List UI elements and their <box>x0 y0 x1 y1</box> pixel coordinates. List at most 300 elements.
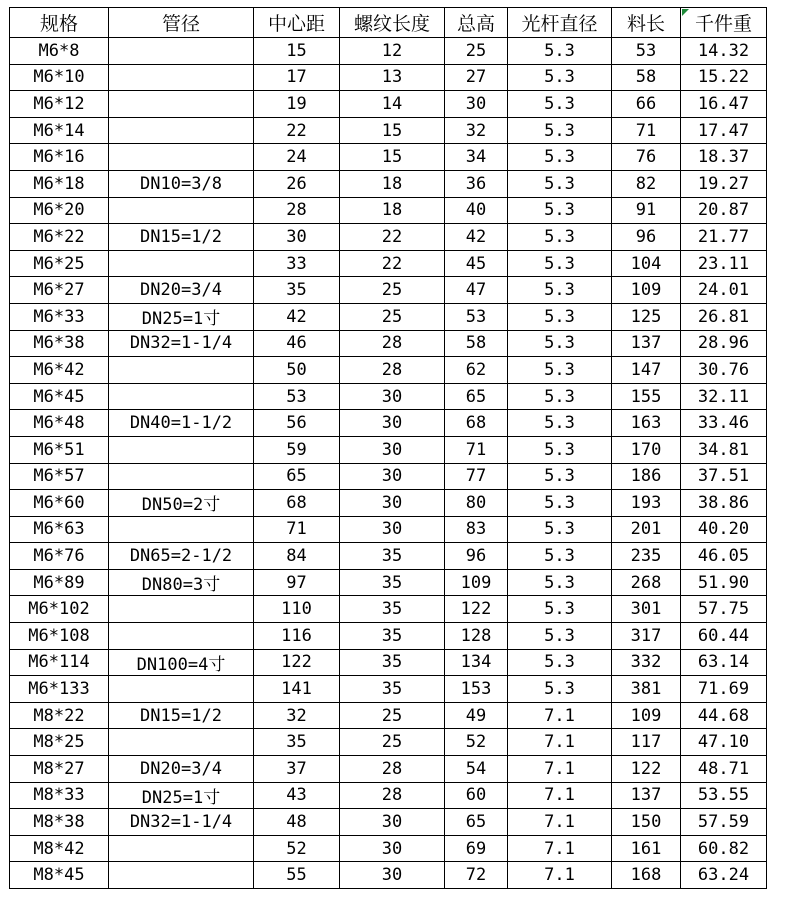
cell-height: 72 <box>445 862 508 889</box>
cell-shank: 5.3 <box>508 91 612 118</box>
cell-height: 83 <box>445 516 508 543</box>
cell-spec: M8*45 <box>10 862 109 889</box>
cell-pipe <box>109 596 254 623</box>
cell-height: 153 <box>445 676 508 703</box>
cell-height: 32 <box>445 117 508 144</box>
table-row <box>10 357 767 384</box>
cell-height: 122 <box>445 596 508 623</box>
cell-thread: 30 <box>340 410 445 437</box>
cell-shank: 5.3 <box>508 357 612 384</box>
cell-pipe <box>109 144 254 171</box>
cell-center: 26 <box>254 170 340 197</box>
cell-weight: 57.75 <box>681 596 767 623</box>
cell-shank: 5.3 <box>508 144 612 171</box>
cell-spec: M6*22 <box>10 224 109 251</box>
table-row <box>10 410 767 437</box>
cell-thread: 35 <box>340 649 445 676</box>
cell-weight: 23.11 <box>681 250 767 277</box>
cell-blank: 137 <box>612 330 681 357</box>
cell-shank: 5.3 <box>508 170 612 197</box>
cell-pipe <box>109 835 254 862</box>
cell-spec: M6*89 <box>10 569 109 596</box>
header-row <box>10 8 767 38</box>
cell-blank: 235 <box>612 543 681 570</box>
cell-shank: 5.3 <box>508 383 612 410</box>
cell-pipe <box>109 623 254 650</box>
cell-thread: 25 <box>340 729 445 756</box>
cell-spec: M6*33 <box>10 303 109 330</box>
cell-spec: M6*25 <box>10 250 109 277</box>
cell-center: 28 <box>254 197 340 224</box>
cell-center: 24 <box>254 144 340 171</box>
cell-height: 77 <box>445 463 508 490</box>
cell-shank: 5.3 <box>508 277 612 304</box>
cell-height: 65 <box>445 383 508 410</box>
table-row <box>10 277 767 304</box>
cell-pipe: DN20=3/4 <box>109 277 254 304</box>
cell-blank: 170 <box>612 436 681 463</box>
table-row <box>10 596 767 623</box>
cell-pipe: DN15=1/2 <box>109 702 254 729</box>
cell-shank: 7.1 <box>508 756 612 783</box>
cell-height: 47 <box>445 277 508 304</box>
cell-thread: 14 <box>340 91 445 118</box>
cell-weight: 63.24 <box>681 862 767 889</box>
cell-weight: 16.47 <box>681 91 767 118</box>
cell-spec: M6*12 <box>10 91 109 118</box>
cell-shank: 5.3 <box>508 117 612 144</box>
cell-center: 116 <box>254 623 340 650</box>
cell-height: 25 <box>445 38 508 65</box>
cell-spec: M6*38 <box>10 330 109 357</box>
cell-thread: 12 <box>340 38 445 65</box>
cell-pipe <box>109 197 254 224</box>
cell-thread: 22 <box>340 250 445 277</box>
table-row <box>10 809 767 836</box>
cell-spec: M8*22 <box>10 702 109 729</box>
cell-spec: M6*8 <box>10 38 109 65</box>
cell-spec: M6*76 <box>10 543 109 570</box>
cell-height: 49 <box>445 702 508 729</box>
cell-pipe <box>109 862 254 889</box>
cell-pipe: DN80=3寸 <box>109 569 254 596</box>
cell-center: 33 <box>254 250 340 277</box>
table-row <box>10 835 767 862</box>
cell-blank: 109 <box>612 277 681 304</box>
cell-blank: 163 <box>612 410 681 437</box>
cell-thread: 30 <box>340 516 445 543</box>
table-row <box>10 782 767 809</box>
cell-spec: M8*33 <box>10 782 109 809</box>
table-row <box>10 117 767 144</box>
cell-blank: 96 <box>612 224 681 251</box>
cell-center: 50 <box>254 357 340 384</box>
cell-spec: M6*42 <box>10 357 109 384</box>
cell-weight: 21.77 <box>681 224 767 251</box>
cell-spec: M8*38 <box>10 809 109 836</box>
cell-weight: 32.11 <box>681 383 767 410</box>
cell-blank: 381 <box>612 676 681 703</box>
cell-spec: M6*48 <box>10 410 109 437</box>
cell-blank: 332 <box>612 649 681 676</box>
cell-shank: 5.3 <box>508 463 612 490</box>
cell-shank: 5.3 <box>508 38 612 65</box>
cell-center: 32 <box>254 702 340 729</box>
table-row <box>10 91 767 118</box>
cell-height: 60 <box>445 782 508 809</box>
cell-blank: 301 <box>612 596 681 623</box>
cell-thread: 35 <box>340 569 445 596</box>
cell-weight: 19.27 <box>681 170 767 197</box>
cell-blank: 186 <box>612 463 681 490</box>
table-row <box>10 224 767 251</box>
cell-center: 17 <box>254 64 340 91</box>
cell-weight: 33.46 <box>681 410 767 437</box>
cell-weight: 46.05 <box>681 543 767 570</box>
cell-blank: 161 <box>612 835 681 862</box>
cell-pipe <box>109 250 254 277</box>
cell-thread: 35 <box>340 543 445 570</box>
table-row <box>10 862 767 889</box>
cell-weight: 37.51 <box>681 463 767 490</box>
cell-weight: 44.68 <box>681 702 767 729</box>
cell-weight: 40.20 <box>681 516 767 543</box>
cell-shank: 5.3 <box>508 197 612 224</box>
cell-weight: 53.55 <box>681 782 767 809</box>
table-row <box>10 250 767 277</box>
cell-blank: 58 <box>612 64 681 91</box>
cell-height: 30 <box>445 91 508 118</box>
cell-height: 40 <box>445 197 508 224</box>
cell-thread: 30 <box>340 862 445 889</box>
cell-shank: 7.1 <box>508 782 612 809</box>
cell-thread: 28 <box>340 330 445 357</box>
table-row <box>10 197 767 224</box>
cell-center: 110 <box>254 596 340 623</box>
table-row <box>10 676 767 703</box>
cell-shank: 5.3 <box>508 410 612 437</box>
cell-blank: 201 <box>612 516 681 543</box>
table-row <box>10 144 767 171</box>
table-row <box>10 436 767 463</box>
table-row <box>10 330 767 357</box>
cell-pipe: DN15=1/2 <box>109 224 254 251</box>
cell-thread: 30 <box>340 835 445 862</box>
cell-thread: 28 <box>340 357 445 384</box>
table-row <box>10 516 767 543</box>
cell-pipe: DN40=1-1/2 <box>109 410 254 437</box>
table-row <box>10 623 767 650</box>
cell-shank: 5.3 <box>508 490 612 517</box>
cell-shank: 5.3 <box>508 303 612 330</box>
cell-weight: 38.86 <box>681 490 767 517</box>
cell-blank: 66 <box>612 91 681 118</box>
table-row <box>10 569 767 596</box>
cell-pipe <box>109 463 254 490</box>
table-row <box>10 756 767 783</box>
cell-center: 35 <box>254 277 340 304</box>
cell-shank: 5.3 <box>508 330 612 357</box>
cell-center: 141 <box>254 676 340 703</box>
cell-shank: 5.3 <box>508 596 612 623</box>
cell-shank: 5.3 <box>508 64 612 91</box>
cell-center: 30 <box>254 224 340 251</box>
cell-shank: 5.3 <box>508 623 612 650</box>
cell-weight: 48.71 <box>681 756 767 783</box>
table-row <box>10 38 767 65</box>
cell-shank: 7.1 <box>508 835 612 862</box>
cell-thread: 25 <box>340 702 445 729</box>
cell-spec: M6*133 <box>10 676 109 703</box>
cell-height: 65 <box>445 809 508 836</box>
cell-shank: 5.3 <box>508 436 612 463</box>
cell-thread: 30 <box>340 490 445 517</box>
cell-weight: 20.87 <box>681 197 767 224</box>
cell-weight: 71.69 <box>681 676 767 703</box>
cell-spec: M6*60 <box>10 490 109 517</box>
cell-weight: 57.59 <box>681 809 767 836</box>
cell-spec: M6*18 <box>10 170 109 197</box>
cell-height: 45 <box>445 250 508 277</box>
header-pipe-size: 管径 <box>109 8 254 38</box>
cell-weight: 60.82 <box>681 835 767 862</box>
cell-pipe <box>109 357 254 384</box>
cell-height: 134 <box>445 649 508 676</box>
cell-height: 68 <box>445 410 508 437</box>
cell-center: 68 <box>254 490 340 517</box>
cell-blank: 168 <box>612 862 681 889</box>
cell-thread: 22 <box>340 224 445 251</box>
table-row <box>10 463 767 490</box>
cell-thread: 25 <box>340 277 445 304</box>
table-row <box>10 729 767 756</box>
cell-height: 109 <box>445 569 508 596</box>
header-shank-diameter: 光杆直径 <box>508 8 612 38</box>
header-total-height: 总高 <box>445 8 508 38</box>
cell-center: 71 <box>254 516 340 543</box>
cell-center: 35 <box>254 729 340 756</box>
cell-spec: M6*16 <box>10 144 109 171</box>
cell-pipe: DN50=2寸 <box>109 490 254 517</box>
cell-blank: 82 <box>612 170 681 197</box>
cell-pipe: DN100=4寸 <box>109 649 254 676</box>
cell-thread: 18 <box>340 170 445 197</box>
header-center-distance: 中心距 <box>254 8 340 38</box>
cell-blank: 137 <box>612 782 681 809</box>
cell-height: 34 <box>445 144 508 171</box>
cell-center: 42 <box>254 303 340 330</box>
cell-center: 122 <box>254 649 340 676</box>
cell-shank: 5.3 <box>508 250 612 277</box>
cell-spec: M6*51 <box>10 436 109 463</box>
table-row <box>10 543 767 570</box>
cell-spec: M6*45 <box>10 383 109 410</box>
header-spec: 规格 <box>10 8 109 38</box>
cell-center: 37 <box>254 756 340 783</box>
cell-shank: 5.3 <box>508 569 612 596</box>
cell-blank: 104 <box>612 250 681 277</box>
comment-flag-icon <box>682 9 689 16</box>
cell-pipe <box>109 38 254 65</box>
cell-blank: 317 <box>612 623 681 650</box>
cell-thread: 28 <box>340 782 445 809</box>
cell-spec: M6*10 <box>10 64 109 91</box>
cell-weight: 60.44 <box>681 623 767 650</box>
cell-pipe <box>109 383 254 410</box>
header-thread-length: 螺纹长度 <box>340 8 445 38</box>
table-row <box>10 170 767 197</box>
cell-center: 59 <box>254 436 340 463</box>
cell-pipe: DN25=1寸 <box>109 782 254 809</box>
cell-spec: M6*63 <box>10 516 109 543</box>
cell-center: 53 <box>254 383 340 410</box>
cell-center: 52 <box>254 835 340 862</box>
cell-thread: 25 <box>340 303 445 330</box>
cell-blank: 109 <box>612 702 681 729</box>
table-row <box>10 303 767 330</box>
cell-blank: 193 <box>612 490 681 517</box>
cell-weight: 47.10 <box>681 729 767 756</box>
cell-spec: M8*27 <box>10 756 109 783</box>
cell-pipe <box>109 516 254 543</box>
cell-height: 69 <box>445 835 508 862</box>
cell-height: 96 <box>445 543 508 570</box>
cell-thread: 30 <box>340 383 445 410</box>
cell-spec: M6*14 <box>10 117 109 144</box>
header-weight-per-thousand <box>681 8 767 38</box>
cell-thread: 30 <box>340 809 445 836</box>
cell-weight: 15.22 <box>681 64 767 91</box>
table-row <box>10 490 767 517</box>
cell-shank: 5.3 <box>508 224 612 251</box>
cell-center: 97 <box>254 569 340 596</box>
cell-thread: 18 <box>340 197 445 224</box>
cell-pipe: DN10=3/8 <box>109 170 254 197</box>
cell-blank: 147 <box>612 357 681 384</box>
cell-blank: 76 <box>612 144 681 171</box>
cell-center: 43 <box>254 782 340 809</box>
cell-pipe <box>109 91 254 118</box>
cell-center: 19 <box>254 91 340 118</box>
table-row <box>10 649 767 676</box>
cell-weight: 28.96 <box>681 330 767 357</box>
cell-height: 58 <box>445 330 508 357</box>
cell-blank: 53 <box>612 38 681 65</box>
cell-weight: 51.90 <box>681 569 767 596</box>
cell-center: 15 <box>254 38 340 65</box>
cell-thread: 35 <box>340 623 445 650</box>
cell-blank: 117 <box>612 729 681 756</box>
cell-center: 55 <box>254 862 340 889</box>
cell-weight: 24.01 <box>681 277 767 304</box>
cell-thread: 30 <box>340 463 445 490</box>
cell-blank: 91 <box>612 197 681 224</box>
cell-height: 62 <box>445 357 508 384</box>
cell-weight: 17.47 <box>681 117 767 144</box>
header-blank-length: 料长 <box>612 8 681 38</box>
cell-center: 65 <box>254 463 340 490</box>
cell-spec: M6*114 <box>10 649 109 676</box>
cell-shank: 7.1 <box>508 809 612 836</box>
cell-thread: 15 <box>340 144 445 171</box>
cell-shank: 7.1 <box>508 862 612 889</box>
cell-weight: 30.76 <box>681 357 767 384</box>
cell-shank: 7.1 <box>508 729 612 756</box>
cell-shank: 5.3 <box>508 676 612 703</box>
cell-thread: 28 <box>340 756 445 783</box>
cell-center: 84 <box>254 543 340 570</box>
cell-blank: 125 <box>612 303 681 330</box>
cell-spec: M8*42 <box>10 835 109 862</box>
cell-blank: 268 <box>612 569 681 596</box>
cell-pipe <box>109 436 254 463</box>
cell-pipe <box>109 64 254 91</box>
cell-shank: 5.3 <box>508 516 612 543</box>
cell-height: 53 <box>445 303 508 330</box>
cell-pipe: DN20=3/4 <box>109 756 254 783</box>
cell-pipe <box>109 676 254 703</box>
cell-blank: 122 <box>612 756 681 783</box>
cell-center: 22 <box>254 117 340 144</box>
cell-height: 54 <box>445 756 508 783</box>
table-row <box>10 64 767 91</box>
cell-spec: M6*108 <box>10 623 109 650</box>
cell-shank: 5.3 <box>508 649 612 676</box>
cell-shank: 5.3 <box>508 543 612 570</box>
cell-spec: M8*25 <box>10 729 109 756</box>
cell-height: 80 <box>445 490 508 517</box>
cell-height: 42 <box>445 224 508 251</box>
cell-height: 71 <box>445 436 508 463</box>
spec-table <box>9 7 767 889</box>
cell-spec: M6*57 <box>10 463 109 490</box>
cell-spec: M6*20 <box>10 197 109 224</box>
cell-pipe: DN32=1-1/4 <box>109 330 254 357</box>
cell-spec: M6*102 <box>10 596 109 623</box>
cell-pipe: DN65=2-1/2 <box>109 543 254 570</box>
cell-weight: 18.37 <box>681 144 767 171</box>
cell-weight: 34.81 <box>681 436 767 463</box>
cell-center: 56 <box>254 410 340 437</box>
cell-thread: 35 <box>340 596 445 623</box>
cell-pipe: DN25=1寸 <box>109 303 254 330</box>
cell-height: 128 <box>445 623 508 650</box>
cell-blank: 150 <box>612 809 681 836</box>
cell-weight: 26.81 <box>681 303 767 330</box>
cell-weight: 14.32 <box>681 38 767 65</box>
header-weight-label: 千件重 <box>694 13 752 35</box>
table-row <box>10 383 767 410</box>
cell-blank: 71 <box>612 117 681 144</box>
cell-blank: 155 <box>612 383 681 410</box>
table-row <box>10 702 767 729</box>
cell-pipe <box>109 729 254 756</box>
cell-thread: 13 <box>340 64 445 91</box>
cell-thread: 30 <box>340 436 445 463</box>
cell-center: 46 <box>254 330 340 357</box>
cell-center: 48 <box>254 809 340 836</box>
cell-height: 27 <box>445 64 508 91</box>
cell-pipe <box>109 117 254 144</box>
cell-shank: 7.1 <box>508 702 612 729</box>
cell-pipe: DN32=1-1/4 <box>109 809 254 836</box>
cell-spec: M6*27 <box>10 277 109 304</box>
cell-thread: 35 <box>340 676 445 703</box>
cell-thread: 15 <box>340 117 445 144</box>
cell-height: 52 <box>445 729 508 756</box>
cell-height: 36 <box>445 170 508 197</box>
cell-weight: 63.14 <box>681 649 767 676</box>
